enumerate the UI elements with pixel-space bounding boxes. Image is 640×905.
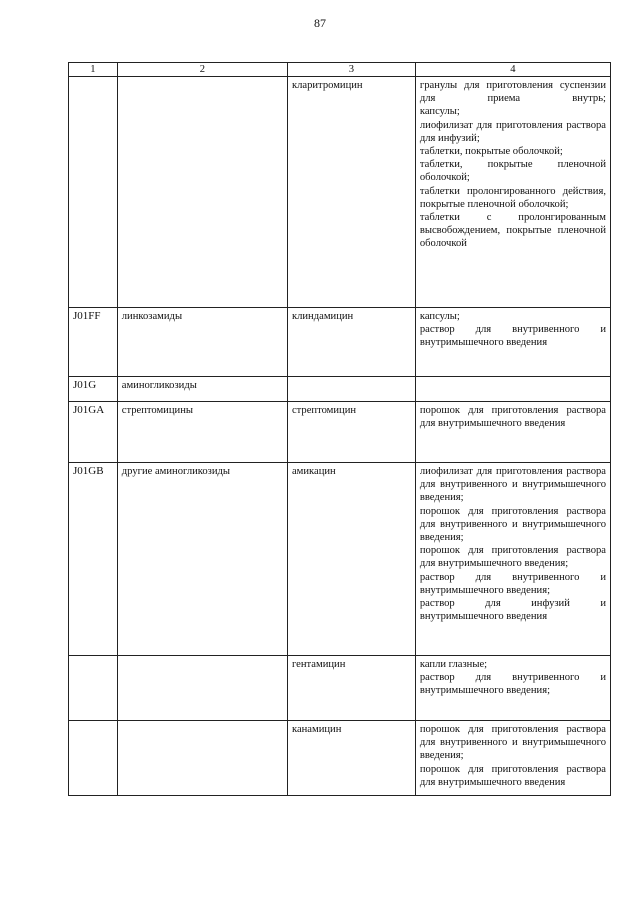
- group-name-cell: [117, 721, 287, 796]
- group-name-cell: [117, 77, 287, 308]
- dosage-form-item: раствор для внутривенного и внутримышечного введения;: [419, 571, 606, 596]
- dosage-forms-cell: [415, 77, 610, 308]
- atc-code-cell: [69, 721, 118, 796]
- column-header-2: 2: [117, 63, 287, 77]
- dosage-form-item: порошок для приготовления раствора для внутримышечного введения: [419, 405, 606, 430]
- atc-code-cell: J01GA: [69, 402, 118, 463]
- dosage-form-item: таблетки с пролонгированным высвобождением, покрытые пленочной оболочкой: [419, 212, 606, 250]
- dosage-form-item: раствор для внутривенного и внутримышечного введения: [419, 324, 606, 349]
- table-row: [69, 402, 611, 463]
- group-name-cell: другие аминогликозиды: [117, 463, 287, 656]
- column-header-4: 4: [415, 63, 610, 77]
- dosage-forms-cell: [415, 463, 610, 656]
- dosage-forms-cell: [415, 308, 610, 377]
- group-name-cell: линкозамиды: [117, 308, 287, 377]
- dosage-form-item: капсулы;: [419, 311, 460, 322]
- atc-code-cell: J01GB: [69, 463, 118, 656]
- drug-name-cell: клиндамицин: [287, 308, 415, 377]
- table-row: [69, 721, 611, 796]
- dosage-form-item: порошок для приготовления раствора для внутривенного и внутримышечного введения;: [419, 505, 606, 544]
- table-row: [69, 656, 611, 721]
- dosage-forms-cell: [415, 656, 610, 721]
- drug-name-cell: [287, 377, 415, 402]
- group-name-cell: аминогликозиды: [117, 377, 287, 402]
- drug-table: [68, 62, 611, 796]
- atc-code-cell: [69, 77, 118, 308]
- drug-name-cell: канамицин: [287, 721, 415, 796]
- group-name-cell: стрептомицины: [117, 402, 287, 463]
- table-row: [69, 463, 611, 656]
- group-name-cell: [117, 656, 287, 721]
- drug-name-cell: амикацин: [287, 463, 415, 656]
- dosage-form-item: раствор для внутривенного и внутримышечного введения;: [419, 672, 606, 697]
- dosage-forms-cell: [415, 377, 610, 402]
- atc-code-cell: [69, 656, 118, 721]
- dosage-form-item: порошок для приготовления раствора для внутримышечного введения: [419, 763, 606, 788]
- table-row: [69, 308, 611, 377]
- dosage-form-item: таблетки, покрытые пленочной оболочкой;: [419, 159, 606, 184]
- column-header-1: 1: [69, 63, 118, 77]
- dosage-form-item: раствор для инфузий и внутримышечного введения: [419, 598, 606, 623]
- drug-name-cell: гентамицин: [287, 656, 415, 721]
- table-row: [69, 77, 611, 308]
- dosage-forms-cell: [415, 402, 610, 463]
- atc-code-cell: J01G: [69, 377, 118, 402]
- drug-name-cell: стрептомицин: [287, 402, 415, 463]
- dosage-form-item: порошок для приготовления раствора для внутривенного и внутримышечного введения;: [419, 724, 606, 762]
- dosage-form-item: лиофилизат для приготовления раствора для внутривенного и внутримышечного введения;: [419, 466, 606, 504]
- table-header-row: [69, 63, 611, 77]
- dosage-forms-cell: [415, 721, 610, 796]
- dosage-form-item: гранулы для приготовления суспензии для приема внутрь;: [419, 80, 606, 105]
- page-number: 87: [314, 16, 326, 30]
- dosage-form-item: капли глазные;: [419, 659, 488, 670]
- dosage-form-item: таблетки, покрытые оболочкой;: [419, 146, 563, 158]
- atc-code-cell: J01FF: [69, 308, 118, 377]
- column-header-3: 3: [287, 63, 415, 77]
- drug-name-cell: кларитромицин: [287, 77, 415, 308]
- dosage-form-item: лиофилизат для приготовления раствора для инфузий;: [419, 119, 606, 144]
- dosage-form-item: таблетки пролонгированного действия, покрытые пленочной оболочкой;: [419, 185, 606, 210]
- dosage-form-item: капсулы;: [419, 106, 460, 118]
- table-row: [69, 377, 611, 402]
- dosage-form-item: порошок для приготовления раствора для внутримышечного введения;: [419, 545, 606, 570]
